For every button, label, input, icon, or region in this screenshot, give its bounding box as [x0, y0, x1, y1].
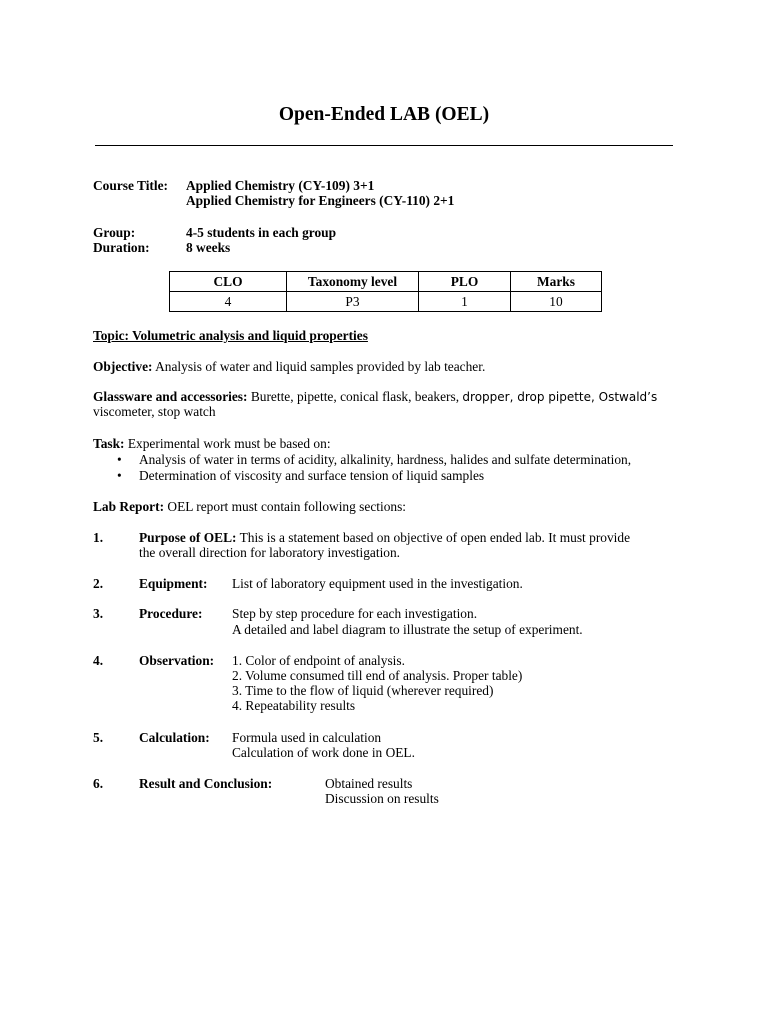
clo-header: CLO: [170, 272, 287, 292]
section-3-title: Procedure:: [139, 606, 203, 621]
section-3-line: Step by step procedure for each investigation.: [232, 606, 478, 621]
lab-report-paragraph: [93, 499, 406, 514]
section-2-line: List of laboratory equipment used in the investigation.: [232, 576, 523, 591]
section-6-number: 6.: [93, 776, 104, 791]
plo-header: PLO: [419, 272, 511, 292]
section-2-title: Equipment:: [139, 576, 208, 591]
objective-text: Analysis of water and liquid samples provided by lab teacher.: [152, 359, 486, 374]
section-3-number: 3.: [93, 606, 104, 621]
glassware-label: Glassware and accessories:: [93, 389, 248, 404]
objective-label: Objective:: [93, 359, 153, 374]
task-label: Task:: [93, 436, 125, 451]
task-text: Experimental work must be based on:: [124, 436, 331, 451]
lab-report-label: Lab Report:: [93, 499, 165, 514]
section-6-line: Obtained results: [325, 776, 413, 791]
duration-value: 8 weeks: [186, 240, 231, 255]
clo-table-header-row: [170, 272, 602, 292]
lab-report-text: OEL report must contain following sections:: [164, 499, 407, 514]
section-5-line: Formula used in calculation: [232, 730, 382, 745]
glassware-text: Burette, pipette, conical flask, beakers,: [247, 389, 463, 404]
section-4-title: Observation:: [139, 653, 215, 668]
section-1-line1: [139, 530, 630, 545]
group-label: Group:: [93, 225, 136, 240]
plo-cell: 1: [419, 292, 511, 312]
section-1-number: 1.: [93, 530, 104, 545]
marks-header: Marks: [511, 272, 602, 292]
clo-cell: 4: [170, 292, 287, 312]
task-list: [117, 452, 631, 484]
course-title-label: Course Title:: [93, 178, 169, 193]
objective-paragraph: [93, 359, 485, 374]
clo-table: [169, 271, 602, 312]
section-4-line: 1. Color of endpoint of analysis.: [232, 653, 405, 668]
section-2-number: 2.: [93, 576, 104, 591]
glassware-text-sans: dropper, drop pipette, Ostwald’s: [462, 390, 658, 404]
section-4-number: 4.: [93, 653, 104, 668]
section-1-title: Purpose of OEL:: [139, 530, 237, 545]
section-5-title: Calculation:: [139, 730, 210, 745]
list-item: • Determination of viscosity and surface tension of liquid samples: [117, 468, 631, 484]
taxonomy-header: Taxonomy level: [287, 272, 419, 292]
marks-cell: 10: [511, 292, 602, 312]
section-1-text: This is a statement based on objective of open ended lab. It must provide: [236, 530, 631, 545]
section-4-line: 2. Volume consumed till end of analysis. Proper table): [232, 668, 523, 683]
list-item: • Analysis of water in terms of acidity, alkalinity, hardness, halides and sulfate determination,: [117, 452, 631, 468]
section-4-line: 3. Time to the flow of liquid (wherever required): [232, 683, 494, 698]
glassware-paragraph: [93, 389, 657, 405]
section-6-line: Discussion on results: [325, 791, 439, 806]
taxonomy-cell: P3: [287, 292, 419, 312]
section-5-line: Calculation of work done in OEL.: [232, 745, 415, 760]
glassware-line2: viscometer, stop watch: [93, 404, 216, 419]
duration-label: Duration:: [93, 240, 150, 255]
title-underline: [95, 145, 673, 146]
section-3-line: A detailed and label diagram to illustrate the setup of experiment.: [232, 622, 583, 637]
task-paragraph: [93, 436, 331, 451]
section-6-title: Result and Conclusion:: [139, 776, 273, 791]
section-4-line: 4. Repeatability results: [232, 698, 356, 713]
clo-table-row: [170, 292, 602, 312]
group-value: 4-5 students in each group: [186, 225, 337, 240]
course-title-line1: Applied Chemistry (CY-109) 3+1: [186, 178, 375, 193]
topic-heading: Topic: Volumetric analysis and liquid properties: [93, 328, 368, 343]
section-1-line2: the overall direction for laboratory investigation.: [139, 545, 401, 560]
course-title-line2: Applied Chemistry for Engineers (CY-110) 2+1: [186, 193, 455, 208]
page-title: Open-Ended LAB (OEL): [278, 104, 490, 125]
section-5-number: 5.: [93, 730, 104, 745]
